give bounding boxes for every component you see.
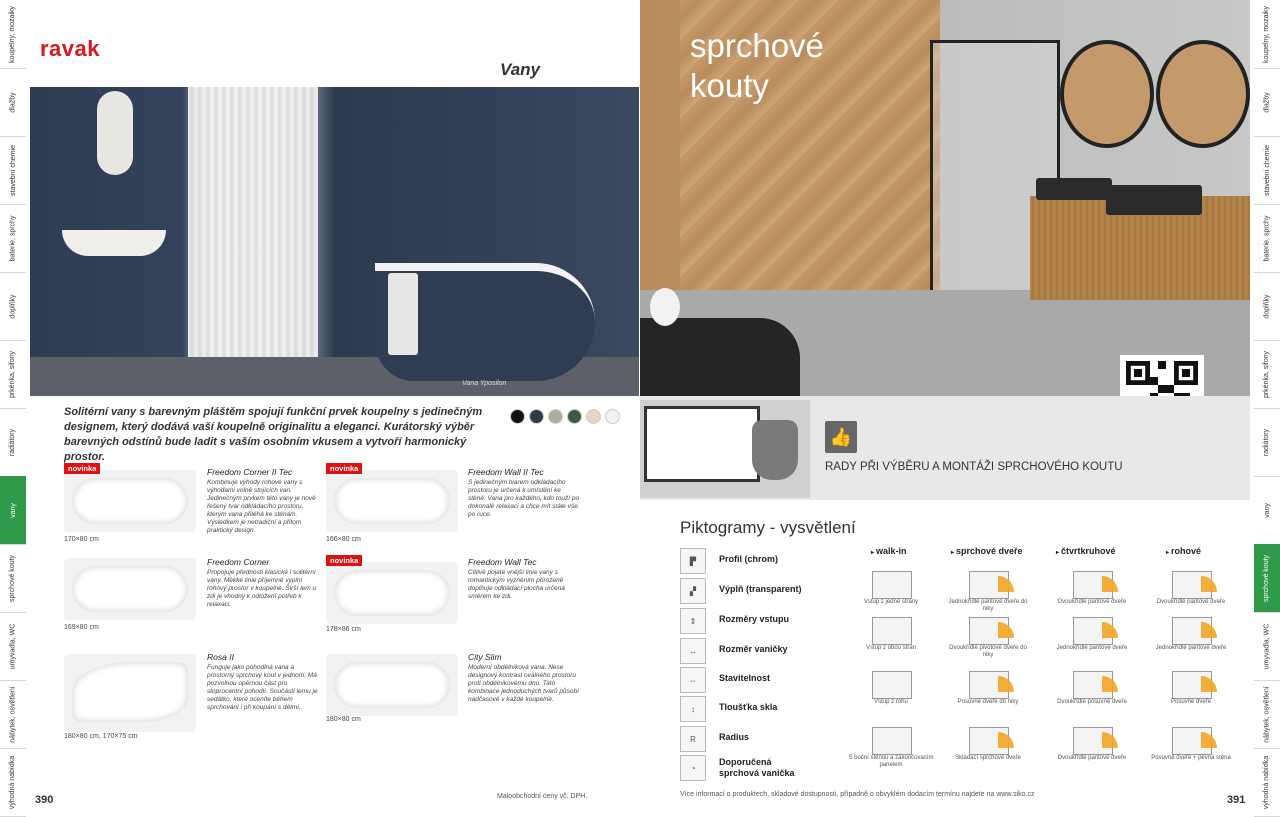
- product-name: Freedom Corner II Tec: [207, 467, 293, 477]
- left-tab-label: umyvadla, WC: [9, 623, 17, 669]
- right-tab-10[interactable]: [1254, 680, 1280, 749]
- left-tab-10[interactable]: [0, 680, 26, 749]
- right-tab-label: stavební chemie: [1263, 144, 1271, 196]
- left-tab-11[interactable]: [0, 748, 26, 817]
- product-dimensions: 166×80 cm: [326, 536, 361, 543]
- right-tab-0[interactable]: [1254, 0, 1280, 69]
- column-label: čtvrtkruhové: [1061, 546, 1116, 556]
- color-swatch[interactable]: [529, 409, 544, 424]
- door-swing-mark: [1102, 676, 1118, 692]
- diagram-caption: Posuvné dveře: [1170, 699, 1212, 705]
- product-dimensions: 180×80 cm, 170×75 cm: [64, 733, 138, 740]
- right-tab-label: koupelny, mozaiky: [1263, 5, 1271, 63]
- hero-image-bathtub: [30, 87, 639, 396]
- column-label: walk-in: [876, 546, 907, 556]
- product-image[interactable]: [64, 470, 196, 532]
- right-tab-label: vany: [1263, 502, 1271, 518]
- product-image[interactable]: [326, 654, 458, 716]
- product-image[interactable]: [64, 558, 196, 620]
- door-swing-mark: [1102, 576, 1118, 592]
- column-label: rohové: [1171, 546, 1202, 556]
- picto-label: Rozměr vaničky: [719, 644, 788, 654]
- color-swatch[interactable]: [548, 409, 563, 424]
- shower-type-diagram: [1073, 727, 1113, 755]
- basin-1: [1036, 178, 1112, 200]
- novinka-badge: novinka: [64, 463, 100, 474]
- picto-row: [680, 608, 880, 634]
- novinka-badge: novinka: [326, 463, 362, 474]
- product-dimensions: 169×80 cm: [64, 624, 99, 631]
- hero-title-line1: sprchové: [690, 27, 824, 64]
- shower-type-diagram: [969, 571, 1009, 599]
- right-tab-label: doplňky: [1263, 293, 1271, 319]
- picto-icon: ▞: [680, 578, 706, 604]
- right-tab-8[interactable]: [1254, 544, 1280, 613]
- left-tab-9[interactable]: [0, 612, 26, 681]
- column-label: sprchové dveře: [956, 546, 1023, 556]
- product-description: Kombinuje výhody rohové vany s výhodami volně stojících van. Jedinečným prvkem této vany je nově řešený tvar odkládacího prostoru, kterým vana přiléhá ke stěnám. Výsledkem je netradiční a přitom praktický design.: [207, 479, 316, 534]
- product-dimensions: 180×80 cm: [326, 716, 361, 723]
- product-description: S jedinečným tvarem odkládacího prostoru je určená k umístění ke stěně. Vana pro každého, kdo touží po dokonalé relaxaci a chce mít stále vše po ruce.: [468, 479, 580, 518]
- oval-mirror: [97, 91, 133, 175]
- right-tab-label: dlažby: [1263, 91, 1271, 113]
- door-swing-mark: [998, 676, 1014, 692]
- right-tab-label: radiátory: [1263, 428, 1271, 456]
- right-tab-3[interactable]: [1254, 204, 1280, 273]
- picto-label: Tloušťka skla: [719, 702, 778, 712]
- picto-row: [680, 667, 880, 693]
- plant-pot: [752, 420, 798, 480]
- arrow-right-icon: ▸: [1056, 550, 1060, 556]
- product-name: Freedom Wall Tec: [468, 557, 537, 567]
- left-tab-label: vany: [9, 502, 17, 518]
- left-tab-8[interactable]: [0, 544, 26, 613]
- product-image[interactable]: [326, 562, 458, 624]
- right-tab-1[interactable]: [1254, 68, 1280, 137]
- picto-label: Radius: [719, 732, 750, 742]
- page-number-right: 391: [1227, 794, 1246, 806]
- left-tab-label: sprchové kouty: [9, 554, 17, 602]
- curtain: [188, 87, 318, 357]
- left-tab-label: baterie, sprchy: [9, 215, 17, 261]
- shower-type-diagram: [1172, 571, 1212, 599]
- diagram-caption: Posuvné dveře do niky: [957, 699, 1019, 705]
- washbasin: [62, 230, 166, 256]
- left-tab-2[interactable]: [0, 136, 26, 205]
- product-name: Freedom Corner: [207, 557, 270, 567]
- hero-title: [690, 26, 824, 106]
- toilet: [640, 318, 800, 396]
- left-tab-3[interactable]: [0, 204, 26, 273]
- shower-type-diagram: [1172, 671, 1212, 699]
- shower-type-diagram: [1073, 671, 1113, 699]
- tub-shape: [334, 662, 450, 708]
- picto-label: Doporučená sprchová vanička: [719, 757, 795, 778]
- tub-shape: [334, 478, 450, 524]
- left-tab-4[interactable]: [0, 272, 26, 341]
- right-tab-label: baterie, sprchy: [1263, 215, 1271, 261]
- left-tab-label: stavební chemie: [9, 144, 17, 196]
- picto-icon: ◔: [680, 755, 706, 781]
- right-tab-9[interactable]: [1254, 612, 1280, 681]
- siko-note: Více informací o produktech, skladové dostupnosti, případně o obvyklém dodacím termínu najdete na www.siko.cz: [680, 791, 1035, 798]
- laptop-screen: [644, 406, 760, 482]
- picto-column-header: [951, 546, 1023, 556]
- right-tab-7[interactable]: [1254, 476, 1280, 545]
- diagram-caption: Dvoukřídlé posuvné dveře: [1057, 699, 1127, 705]
- diagram-caption: Dvoukřídlé pivotové dveře do niky: [949, 645, 1027, 658]
- shower-type-diagram: [872, 571, 912, 599]
- product-image[interactable]: [64, 654, 196, 732]
- diagram-caption: Jednokřídlé pantové dveře: [1056, 645, 1128, 651]
- color-swatch[interactable]: [567, 409, 582, 424]
- right-tab-label: nábytek, osvětlení: [1263, 685, 1271, 743]
- color-swatch[interactable]: [510, 409, 525, 424]
- picto-icon: R: [680, 726, 706, 752]
- door-swing-mark: [998, 576, 1014, 592]
- diagram-caption: Vstup z obou stran: [865, 645, 917, 651]
- tub-shape: [72, 478, 188, 524]
- picto-icon: ⇕: [680, 608, 706, 634]
- arrow-right-icon: ▸: [871, 550, 875, 556]
- left-tab-6[interactable]: [0, 408, 26, 477]
- left-tab-label: prkénka, sifony: [9, 350, 17, 398]
- right-tab-label: umyvadla, WC: [1263, 623, 1271, 669]
- door-swing-mark: [1201, 622, 1217, 638]
- left-tab-7[interactable]: [0, 476, 26, 545]
- door-swing-mark: [1102, 622, 1118, 638]
- shower-type-diagram: [969, 727, 1009, 755]
- diagram-caption: Dvoukřídlé pantové dveře: [1057, 755, 1127, 761]
- round-mirror-1: [1060, 40, 1154, 148]
- door-swing-mark: [998, 622, 1014, 638]
- diagram-caption: Jednokřídlé pantové dveře do niky: [948, 599, 1028, 612]
- picto-label: Stavitelnost: [719, 673, 771, 683]
- picto-label: Profil (chrom): [719, 554, 779, 564]
- picto-label: Rozměry vstupu: [719, 614, 790, 624]
- left-tab-5[interactable]: [0, 340, 26, 409]
- picto-column-header: [1166, 546, 1201, 556]
- product-dimensions: 170×80 cm: [64, 536, 99, 543]
- diagram-caption: Posuvné dveře + pevná stěna: [1151, 755, 1231, 761]
- right-tab-5[interactable]: [1254, 340, 1280, 409]
- hero-image-shower: [640, 0, 1250, 396]
- video-banner[interactable]: [640, 396, 1250, 500]
- shower-type-diagram: [1073, 617, 1113, 645]
- color-swatch[interactable]: [605, 409, 620, 424]
- intro-text: Solitérní vany s barevným pláštěm spojují funkční prvek koupelny s jedinečným designem, který dodává vaší koupelně originalitu a eleganci. Kurátorský výběr barevných odstínů bude ladit s vaším osobním vkusem a vytvoří harmonický prostor.: [64, 406, 483, 463]
- right-tab-label: výhodná nabídka: [1263, 755, 1271, 809]
- picto-icon: ↔: [680, 638, 706, 664]
- diagram-caption: Skládací sprchové dveře: [955, 755, 1021, 761]
- door-swing-mark: [1201, 576, 1217, 592]
- picto-icon: ⇔: [680, 667, 706, 693]
- tub-shape: [72, 566, 188, 612]
- hero-title-line2: kouty: [690, 67, 769, 104]
- basin-2: [1106, 185, 1202, 215]
- right-tab-label: sprchové kouty: [1263, 554, 1271, 602]
- diagram-caption: Jednokřídlé pantové dveře: [1155, 645, 1227, 651]
- section-title: Vany: [500, 60, 541, 79]
- diagram-caption: Vstup z jedné strany: [863, 599, 919, 605]
- product-description: Citlivě pojaté vnější linie vany s romantickým vyzněním přirozeně doplňuje odkládací plocha určená směrem ke zdi.: [468, 569, 565, 600]
- shower-type-diagram: [1172, 727, 1212, 755]
- right-tab-label: prkénka, sifony: [1263, 350, 1271, 398]
- price-note: Maloobchodní ceny vč. DPH.: [497, 793, 588, 800]
- picto-row: [680, 726, 880, 752]
- door-swing-mark: [1201, 676, 1217, 692]
- tub-shape: [334, 570, 450, 616]
- shower-type-diagram: [1172, 617, 1212, 645]
- novinka-badge: novinka: [326, 555, 362, 566]
- shower-type-diagram: [1073, 571, 1113, 599]
- left-tab-label: nábytek, osvětlení: [9, 685, 17, 743]
- shower-type-diagram: [872, 727, 912, 755]
- product-image[interactable]: [326, 470, 458, 532]
- picto-column-header: [1056, 546, 1116, 556]
- video-title: RADY PŘI VÝBĚRU A MONTÁŽI SPRCHOVÉHO KOUTU: [825, 461, 1123, 473]
- left-tab-label: dlažby: [9, 91, 17, 113]
- product-description: Propojuje přednosti klasické i solitérní vany. Měkké linie příjemně vyplní rohový prostor v koupelně. Širší lem u zdi je vhodný k odložení potřeb k relaxaci.: [207, 569, 317, 608]
- diagram-caption: Dvoukřídlé pantové dveře: [1057, 599, 1127, 605]
- product-name: City Slim: [468, 652, 502, 662]
- picto-icon: ↕: [680, 696, 706, 722]
- arrow-right-icon: ▸: [1166, 550, 1170, 556]
- left-tab-1[interactable]: [0, 68, 26, 137]
- shower-type-diagram: [872, 617, 912, 645]
- product-description: Funguje jako pohodlná vana a prostorný sprchový kout v jednom. Má pozvolnou opěrnou část pro stoprocentní pohodlí. Součástí lemu je sedátko, které oceníte během sprchování i při koupání s dětmi.: [207, 664, 318, 711]
- product-dimensions: 178×86 cm: [326, 626, 361, 633]
- picto-row: [680, 548, 880, 574]
- picto-column-header: [871, 546, 907, 556]
- shower-type-diagram: [969, 671, 1009, 699]
- picto-heading: Piktogramy - vysvětlení: [680, 518, 856, 537]
- left-tab-label: radiátory: [9, 428, 17, 456]
- color-swatch[interactable]: [586, 409, 601, 424]
- hero-caption: Vana Yposilon: [462, 380, 507, 387]
- right-tab-6[interactable]: [1254, 408, 1280, 477]
- diagram-caption: Dvoukřídlé pantové dveře: [1156, 599, 1226, 605]
- picto-icon: ▛: [680, 548, 706, 574]
- left-tab-label: doplňky: [9, 293, 17, 319]
- diagram-caption: Vstup z rohu: [874, 699, 908, 705]
- door-swing-mark: [1102, 732, 1118, 748]
- shower-type-diagram: [969, 617, 1009, 645]
- round-mirror-2: [1156, 40, 1250, 148]
- shower-type-diagram: [872, 671, 912, 699]
- side-table: [388, 273, 418, 355]
- left-tab-label: koupelny, mozaiky: [9, 5, 17, 63]
- ravak-logo: ravak: [40, 36, 101, 61]
- left-tab-0[interactable]: [0, 0, 26, 69]
- right-tab-4[interactable]: [1254, 272, 1280, 341]
- product-name: Freedom Wall II Tec: [468, 467, 544, 477]
- toilet-roll: [650, 288, 680, 326]
- left-tab-label: výhodná nabídka: [9, 755, 17, 809]
- tub-shape: [72, 662, 188, 722]
- thumbs-up-icon: 👍: [825, 421, 857, 453]
- right-tab-11[interactable]: [1254, 748, 1280, 817]
- right-tab-2[interactable]: [1254, 136, 1280, 205]
- page-number-left: 390: [35, 794, 54, 806]
- product-description: Moderní obdélníková vana. Nese designový kontrast oválného prostoru proti obdélníkovému dnu. Tato kombinace jednoduchých tvarů působí nadčasově v každé koupelně.: [468, 664, 579, 703]
- laptop-thumbnail: [640, 400, 810, 498]
- door-swing-mark: [998, 732, 1014, 748]
- picto-label: Výplň (transparent): [719, 584, 802, 594]
- arrow-right-icon: ▸: [951, 550, 955, 556]
- product-name: Rosa II: [207, 652, 234, 662]
- door-swing-mark: [1201, 732, 1217, 748]
- diagram-caption: S boční stěnou a zakončovacím panelem: [848, 755, 934, 768]
